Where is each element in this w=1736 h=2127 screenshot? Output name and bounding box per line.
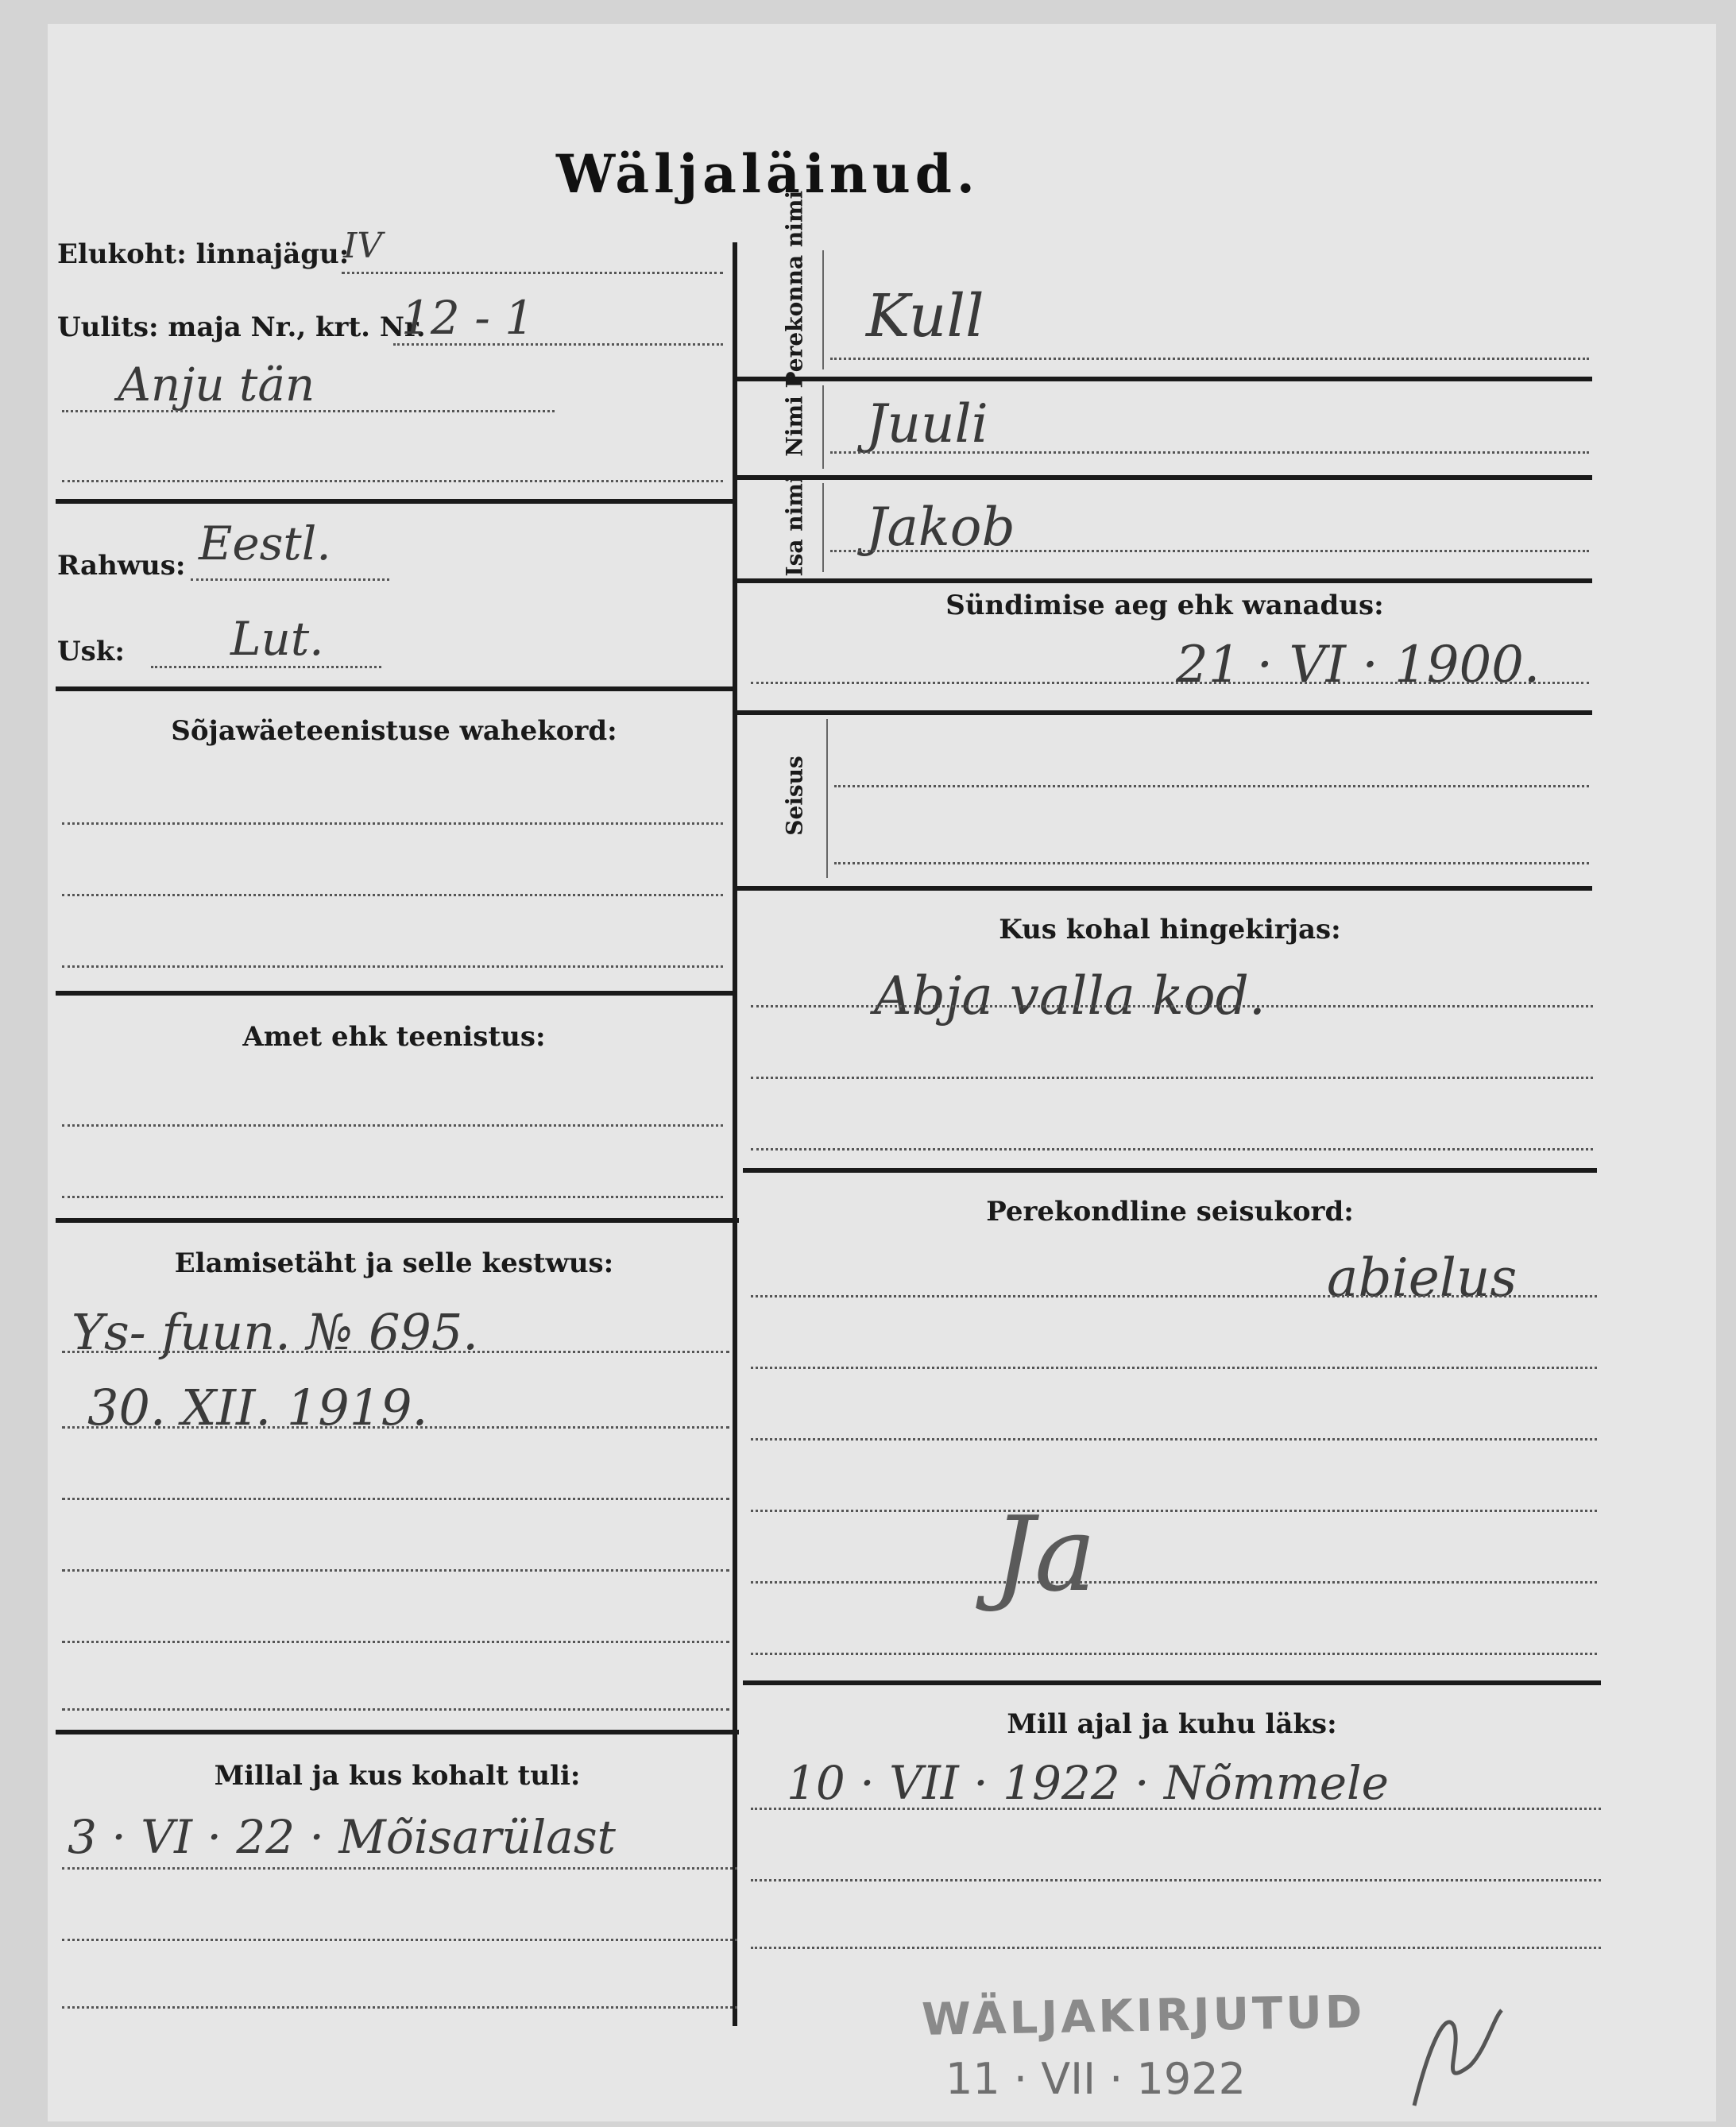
elukoht-label: Elukoht: linnajägu: <box>57 238 350 270</box>
rahvus-label: Rahwus: <box>57 550 186 582</box>
seisus-dotline-2 <box>834 862 1589 864</box>
left-dotline-1 <box>62 480 723 482</box>
tanav-name-dotline <box>62 410 555 412</box>
rotlabel-sep-3 <box>822 483 824 572</box>
tanav-name: Anju tän <box>118 358 315 412</box>
nimi-label: Nimi <box>781 396 808 457</box>
perekondline-dotline-4 <box>751 1510 1597 1512</box>
isanimi-dotline <box>830 550 1589 552</box>
stamp-signature <box>1398 1994 1510 2121</box>
usk-dotline <box>151 666 381 668</box>
right-divider-1 <box>737 377 1592 381</box>
elukoht-dotline <box>342 272 723 274</box>
hingekiri-dotline-3 <box>751 1148 1593 1151</box>
millal-tuli-dotline-2 <box>62 1939 737 1941</box>
left-divider-5 <box>56 1730 739 1734</box>
amet-label: Amet ehk teenistus: <box>242 1021 546 1053</box>
rahvus-value: Eestl. <box>199 516 331 570</box>
isanimi-value: Jakob <box>866 497 1015 558</box>
elamis-dotline-6 <box>62 1708 729 1711</box>
millal-tuli-dotline-3 <box>62 2006 737 2009</box>
right-divider-3 <box>737 578 1592 583</box>
seisus-label: Seisus <box>781 756 808 836</box>
elamis-label: Elamisetäht ja selle kestwus: <box>174 1247 614 1279</box>
millal-laks-label: Mill ajal ja kuhu läks: <box>1007 1708 1337 1740</box>
amet-dotline-1 <box>62 1124 723 1127</box>
perekondline-dotline-2 <box>751 1367 1597 1369</box>
hingekiri-label: Kus kohal hingekirjas: <box>999 914 1341 946</box>
tanav-value: 12 - 1 <box>401 291 535 345</box>
isanimi-label: Isa nimi <box>781 474 808 577</box>
elamis-line2: 30. XII. 1919. <box>87 1379 428 1437</box>
millal-tuli-label: Millal ja kus kohalt tuli: <box>214 1760 581 1792</box>
right-divider-2 <box>737 475 1592 480</box>
rotlabel-sep-4 <box>826 719 828 878</box>
elamis-dotline-1 <box>62 1351 729 1353</box>
sundimise-label: Sündimise aeg ehk wanadus: <box>945 590 1384 621</box>
hingekiri-dotline-2 <box>751 1077 1593 1079</box>
elamis-dotline-4 <box>62 1569 729 1572</box>
rotlabel-sep-2 <box>822 385 824 469</box>
nimi-dotline <box>830 451 1589 454</box>
center-divider <box>733 242 737 2026</box>
elamis-dotline-2 <box>62 1426 729 1429</box>
rotlabel-sep-1 <box>822 250 824 369</box>
millal-laks-dotline-2 <box>751 1879 1601 1881</box>
left-divider-1 <box>56 499 733 504</box>
perekonnanimi-label: Perekonna nimi <box>781 190 808 389</box>
sojavae-dotline-2 <box>62 894 723 896</box>
departure-stamp: WÄLJAKIRJUTUD <box>921 1986 1366 2046</box>
right-divider-5 <box>737 886 1592 891</box>
sundimise-dotline <box>751 682 1589 684</box>
seisus-dotline-1 <box>834 785 1589 787</box>
perekonnanimi-dotline <box>830 358 1589 360</box>
left-divider-2 <box>56 686 733 691</box>
millal-tuli-value: 3 · VI · 22 · Mõisarülast <box>68 1810 616 1864</box>
hingekiri-value: Abja valla kod. <box>874 965 1266 1027</box>
millal-laks-value: 10 · VII · 1922 · Nõmmele <box>787 1756 1389 1810</box>
tanav-label: Uulits: maja Nr., krt. Nr. <box>57 311 426 343</box>
sojavae-dotline-3 <box>62 965 723 968</box>
millal-tuli-dotline-1 <box>62 1867 737 1870</box>
right-divider-4 <box>737 710 1592 715</box>
right-divider-7 <box>743 1680 1601 1685</box>
perekondline-dotline-1 <box>751 1295 1597 1297</box>
perekondline-dotline-5 <box>751 1581 1597 1584</box>
document-title: Wäljaläinud. <box>556 143 980 205</box>
perekondline-dotline-6 <box>751 1653 1597 1655</box>
right-divider-6 <box>743 1168 1597 1173</box>
departure-stamp-date: 11 · VII · 1922 <box>945 2054 1246 2104</box>
official-initials: Ja <box>993 1494 1096 1615</box>
usk-label: Usk: <box>57 636 125 667</box>
sojavae-label: Sõjawäeteenistuse wahekord: <box>171 715 617 747</box>
rahvus-dotline <box>191 578 389 581</box>
left-divider-4 <box>56 1218 739 1223</box>
sundimise-value: 21 · VI · 1900. <box>1176 636 1541 694</box>
hingekiri-dotline-1 <box>751 1005 1593 1007</box>
left-divider-3 <box>56 991 733 996</box>
elamis-line1: Ys- fuun. № 695. <box>72 1303 478 1361</box>
perekondline-value: abielus <box>1327 1247 1518 1309</box>
perekonnanimi-value: Kull <box>866 282 984 350</box>
perekondline-dotline-3 <box>751 1438 1597 1441</box>
amet-dotline-2 <box>62 1196 723 1198</box>
elukoht-value: IV <box>343 226 383 266</box>
elamis-dotline-3 <box>62 1498 729 1500</box>
millal-laks-dotline-1 <box>751 1808 1601 1810</box>
nimi-value: Juuli <box>866 393 988 454</box>
millal-laks-dotline-3 <box>751 1947 1601 1949</box>
elamis-dotline-5 <box>62 1641 729 1643</box>
perekondline-label: Perekondline seisukord: <box>986 1196 1354 1228</box>
sojavae-dotline-1 <box>62 822 723 825</box>
usk-value: Lut. <box>230 612 324 666</box>
